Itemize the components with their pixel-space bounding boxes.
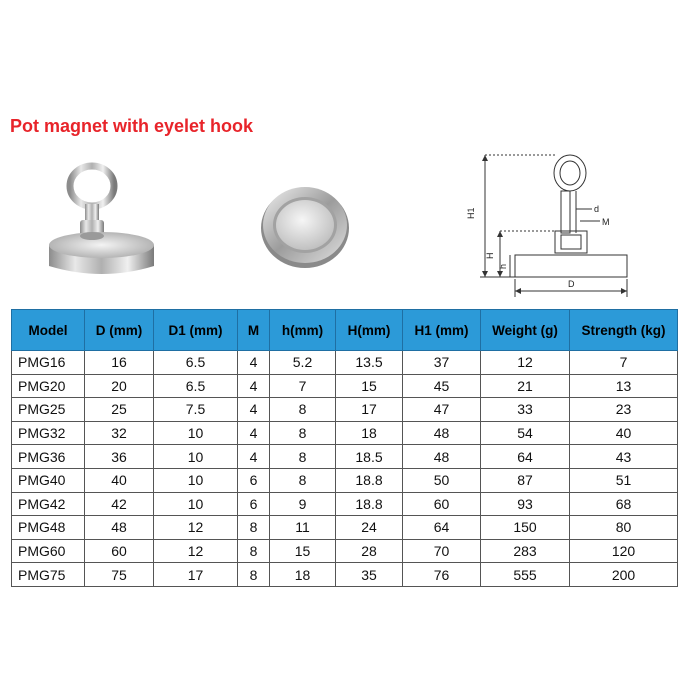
cell: 7 bbox=[270, 374, 336, 398]
table-row bbox=[12, 539, 678, 563]
cell-model: PMG60 bbox=[12, 539, 85, 563]
cell: 283 bbox=[481, 539, 570, 563]
cell: 4 bbox=[238, 374, 270, 398]
cell: 33 bbox=[481, 398, 570, 422]
technical-drawing bbox=[460, 145, 660, 305]
col-header-strength: Strength (kg) bbox=[570, 310, 678, 351]
spec-table bbox=[11, 309, 678, 587]
cell: 6 bbox=[238, 468, 270, 492]
cell: 150 bbox=[481, 516, 570, 540]
dim-label-H: H bbox=[485, 252, 495, 259]
cell: 50 bbox=[403, 468, 481, 492]
cell: 24 bbox=[336, 516, 403, 540]
cell: 8 bbox=[270, 421, 336, 445]
cell: 47 bbox=[403, 398, 481, 422]
cell-model: PMG20 bbox=[12, 374, 85, 398]
col-header-h-small: h(mm) bbox=[270, 310, 336, 351]
table-row bbox=[12, 516, 678, 540]
cell: 200 bbox=[570, 563, 678, 587]
cell-model: PMG16 bbox=[12, 351, 85, 375]
cell: 25 bbox=[85, 398, 154, 422]
table-row bbox=[12, 421, 678, 445]
table-row bbox=[12, 492, 678, 516]
cell: 6 bbox=[238, 492, 270, 516]
cell: 93 bbox=[481, 492, 570, 516]
dim-label-D: D bbox=[568, 279, 575, 289]
cell: 76 bbox=[403, 563, 481, 587]
cell: 48 bbox=[403, 421, 481, 445]
cell: 7.5 bbox=[154, 398, 238, 422]
cell: 13.5 bbox=[336, 351, 403, 375]
col-header-h1: H1 (mm) bbox=[403, 310, 481, 351]
cell: 8 bbox=[270, 445, 336, 469]
cell: 8 bbox=[238, 516, 270, 540]
cell: 28 bbox=[336, 539, 403, 563]
cell: 13 bbox=[570, 374, 678, 398]
cell: 54 bbox=[481, 421, 570, 445]
cell: 17 bbox=[336, 398, 403, 422]
cell: 15 bbox=[270, 539, 336, 563]
cell-model: PMG48 bbox=[12, 516, 85, 540]
cell: 87 bbox=[481, 468, 570, 492]
magnet-base-photo bbox=[255, 180, 355, 270]
cell: 17 bbox=[154, 563, 238, 587]
cell: 36 bbox=[85, 445, 154, 469]
cell: 80 bbox=[570, 516, 678, 540]
cell: 120 bbox=[570, 539, 678, 563]
cell: 48 bbox=[85, 516, 154, 540]
cell: 23 bbox=[570, 398, 678, 422]
table-row bbox=[12, 351, 678, 375]
cell: 4 bbox=[238, 445, 270, 469]
cell: 4 bbox=[238, 351, 270, 375]
cell: 5.2 bbox=[270, 351, 336, 375]
cell: 6.5 bbox=[154, 351, 238, 375]
cell: 37 bbox=[403, 351, 481, 375]
cell-model: PMG25 bbox=[12, 398, 85, 422]
cell: 68 bbox=[570, 492, 678, 516]
cell: 7 bbox=[570, 351, 678, 375]
cell: 10 bbox=[154, 492, 238, 516]
col-header-model: Model bbox=[12, 310, 85, 351]
cell: 4 bbox=[238, 398, 270, 422]
cell: 20 bbox=[85, 374, 154, 398]
cell: 60 bbox=[403, 492, 481, 516]
eyelet-hook-magnet-photo bbox=[44, 150, 164, 290]
cell: 8 bbox=[270, 398, 336, 422]
cell: 18.8 bbox=[336, 492, 403, 516]
cell: 64 bbox=[403, 516, 481, 540]
cell: 75 bbox=[85, 563, 154, 587]
cell: 45 bbox=[403, 374, 481, 398]
col-header-m: M bbox=[238, 310, 270, 351]
cell: 10 bbox=[154, 468, 238, 492]
cell-model: PMG32 bbox=[12, 421, 85, 445]
cell: 15 bbox=[336, 374, 403, 398]
cell: 12 bbox=[154, 539, 238, 563]
cell: 6.5 bbox=[154, 374, 238, 398]
cell: 42 bbox=[85, 492, 154, 516]
cell: 8 bbox=[270, 468, 336, 492]
cell: 10 bbox=[154, 421, 238, 445]
table-header-row bbox=[12, 310, 678, 351]
dim-label-h: h bbox=[498, 263, 508, 269]
cell: 18.8 bbox=[336, 468, 403, 492]
cell: 8 bbox=[238, 563, 270, 587]
dim-label-d: d bbox=[594, 204, 600, 214]
cell: 18 bbox=[270, 563, 336, 587]
cell: 32 bbox=[85, 421, 154, 445]
cell-model: PMG40 bbox=[12, 468, 85, 492]
cell: 35 bbox=[336, 563, 403, 587]
cell: 21 bbox=[481, 374, 570, 398]
cell: 11 bbox=[270, 516, 336, 540]
col-header-d1: D1 (mm) bbox=[154, 310, 238, 351]
cell: 70 bbox=[403, 539, 481, 563]
cell-model: PMG75 bbox=[12, 563, 85, 587]
cell: 555 bbox=[481, 563, 570, 587]
cell: 40 bbox=[570, 421, 678, 445]
cell: 16 bbox=[85, 351, 154, 375]
col-header-weight: Weight (g) bbox=[481, 310, 570, 351]
cell: 12 bbox=[154, 516, 238, 540]
cell: 8 bbox=[238, 539, 270, 563]
cell: 18.5 bbox=[336, 445, 403, 469]
cell-model: PMG42 bbox=[12, 492, 85, 516]
cell: 4 bbox=[238, 421, 270, 445]
cell-model: PMG36 bbox=[12, 445, 85, 469]
table-row bbox=[12, 468, 678, 492]
cell: 48 bbox=[403, 445, 481, 469]
table-row bbox=[12, 445, 678, 469]
cell: 10 bbox=[154, 445, 238, 469]
table-row bbox=[12, 374, 678, 398]
table-row bbox=[12, 398, 678, 422]
table-row bbox=[12, 563, 678, 587]
cell: 12 bbox=[481, 351, 570, 375]
cell: 60 bbox=[85, 539, 154, 563]
cell: 64 bbox=[481, 445, 570, 469]
cell: 40 bbox=[85, 468, 154, 492]
col-header-d: D (mm) bbox=[85, 310, 154, 351]
cell: 18 bbox=[336, 421, 403, 445]
cell: 51 bbox=[570, 468, 678, 492]
page-title: Pot magnet with eyelet hook bbox=[10, 116, 254, 136]
dim-label-H1: H1 bbox=[466, 207, 476, 219]
cell: 9 bbox=[270, 492, 336, 516]
col-header-h: H(mm) bbox=[336, 310, 403, 351]
cell: 43 bbox=[570, 445, 678, 469]
dim-label-M: M bbox=[602, 217, 610, 227]
